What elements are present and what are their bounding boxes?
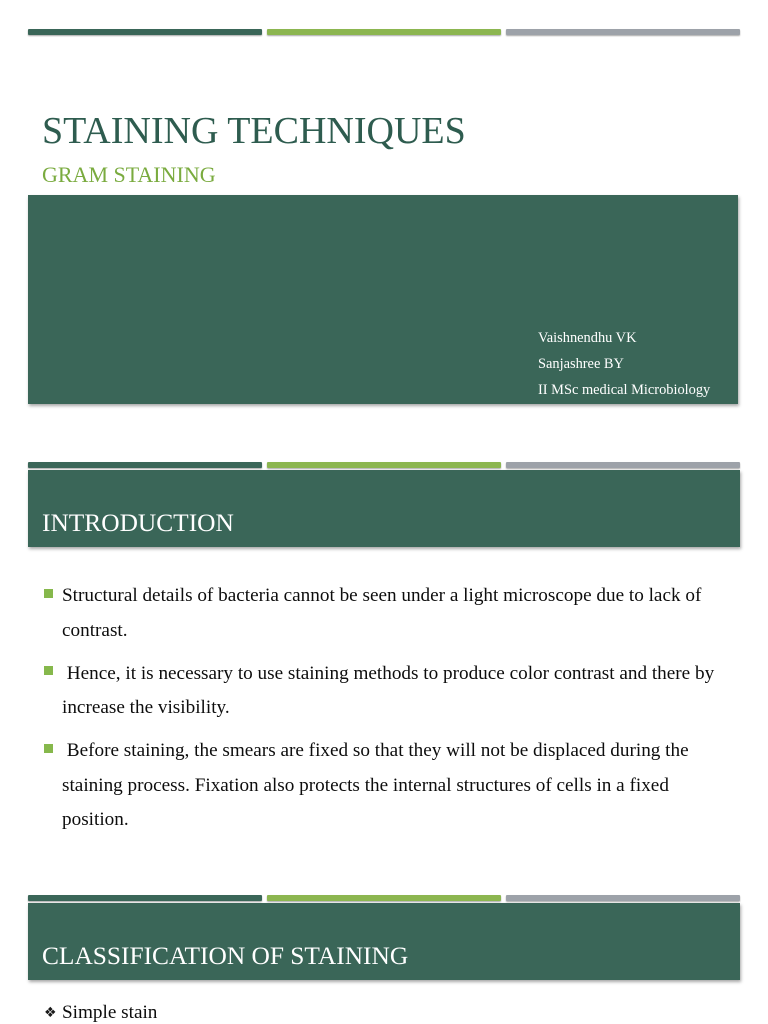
- accent-stripe-dark-green: [28, 462, 262, 468]
- accent-stripe-gray: [506, 29, 740, 35]
- accent-stripe-bar: [28, 895, 740, 902]
- byline-line: Vaishnendhu VK: [538, 330, 637, 346]
- bullet-list: [44, 579, 725, 846]
- accent-stripe-light-green: [267, 895, 501, 901]
- slide-introduction: [0, 433, 768, 866]
- title-banner: [28, 195, 738, 404]
- accent-stripe-light-green: [267, 29, 501, 35]
- bullet-text: Simple stain: [62, 1002, 158, 1023]
- four-diamond-bullet-icon: ❖: [44, 1005, 57, 1021]
- bullet-item: [44, 657, 725, 726]
- presentation-subtitle: GRAM STAINING: [42, 162, 216, 187]
- accent-stripe-gray: [506, 895, 740, 901]
- bullet-item: [44, 734, 725, 838]
- byline-line: II MSc medical Microbiology: [538, 382, 711, 398]
- accent-stripe-gray: [506, 462, 740, 468]
- bullet-item: [44, 1002, 725, 1024]
- accent-stripe-light-green: [267, 462, 501, 468]
- accent-stripe-dark-green: [28, 895, 262, 901]
- bullet-list: [44, 1002, 725, 1024]
- slide-classification: [0, 866, 768, 1024]
- section-title: CLASSIFICATION OF STAINING: [42, 942, 409, 970]
- square-bullet-icon: [44, 589, 53, 598]
- square-bullet-icon: [44, 744, 53, 753]
- section-title: INTRODUCTION: [42, 509, 234, 537]
- section-header-bar: [28, 903, 740, 980]
- accent-stripe-bar: [28, 29, 740, 36]
- presenter-byline: [538, 325, 734, 403]
- bullet-item: [44, 579, 725, 648]
- presentation-title: STAINING TECHNIQUES: [42, 110, 466, 152]
- square-bullet-icon: [44, 666, 53, 675]
- accent-stripe-dark-green: [28, 29, 262, 35]
- bullet-text: Before staining, the smears are fixed so that they will not be displaced during the staining process. Fixation also protects the internal structures of cells in a fixed position.: [62, 740, 694, 830]
- byline-line: Sanjashree BY: [538, 356, 624, 372]
- bullet-text: Hence, it is necessary to use staining methods to produce color contrast and there by increase the visibility.: [62, 662, 719, 718]
- accent-stripe-bar: [28, 462, 740, 469]
- bullet-text: Structural details of bacteria cannot be seen under a light microscope due to lack of contrast.: [62, 585, 707, 641]
- slide-title: [0, 0, 768, 433]
- section-header-bar: [28, 470, 740, 547]
